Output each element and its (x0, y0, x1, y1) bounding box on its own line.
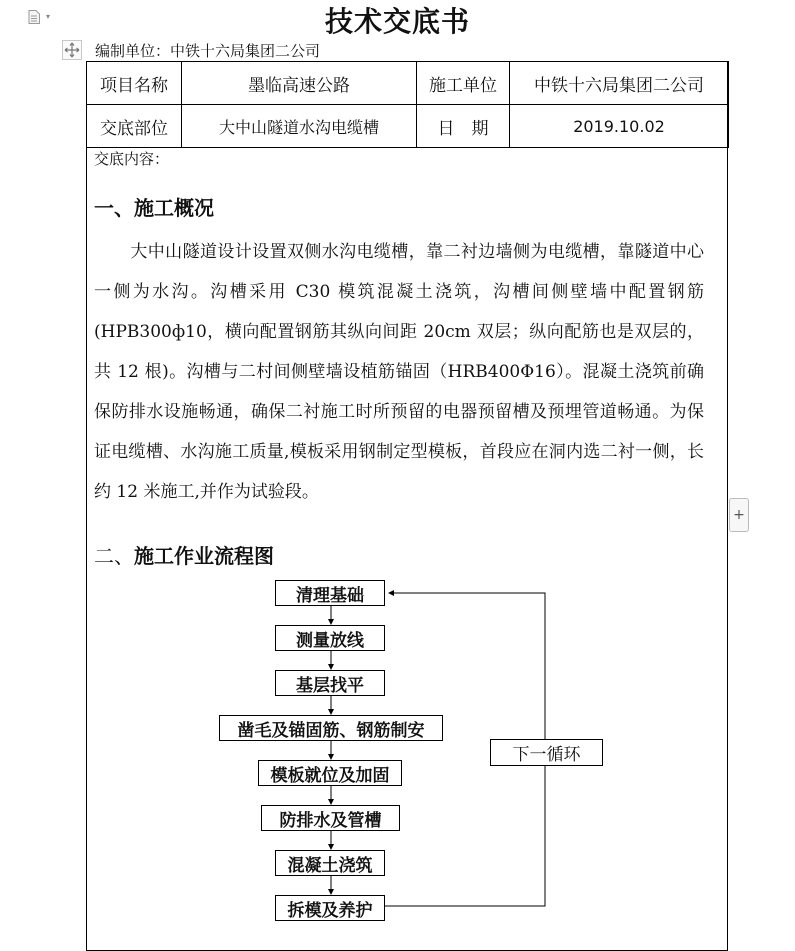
project-name-value[interactable]: 墨临高速公路 (182, 62, 417, 105)
section-heading-overview: 一、施工概况 (94, 196, 214, 220)
plus-icon[interactable]: + (729, 498, 749, 532)
flow-step-8: 拆模及养护 (275, 895, 385, 921)
next-cycle-box: 下一循环 (490, 739, 603, 766)
section-number: 二、 (94, 544, 134, 568)
date-value[interactable]: 2019.10.02 (510, 105, 729, 148)
flow-step-2: 测量放线 (275, 625, 385, 651)
flow-step-6: 防排水及管槽 (261, 805, 400, 831)
date-label: 日 期 (417, 105, 510, 148)
content-label: 交底内容： (94, 150, 170, 168)
flow-step-3: 基层找平 (275, 670, 385, 696)
compiler-unit: 编制单位：中铁十六局集团二公司 (95, 42, 321, 60)
construction-unit-label: 施工单位 (417, 62, 510, 105)
page-title: 技术交底书 (324, 5, 470, 38)
flow-step-7: 混凝土浇筑 (275, 850, 385, 876)
disclosure-part-label: 交底部位 (87, 105, 182, 148)
construction-unit-value[interactable]: 中铁十六局集团二公司 (510, 62, 729, 105)
flow-step-5: 模板就位及加固 (258, 760, 402, 786)
disclosure-part-value[interactable]: 大中山隧道水沟电缆槽 (182, 105, 417, 148)
section-title: 施工作业流程图 (134, 544, 274, 568)
project-name-label: 项目名称 (87, 62, 182, 105)
flow-step-4: 凿毛及锚固筋、钢筋制安 (219, 715, 443, 741)
flow-step-1: 清理基础 (275, 580, 385, 606)
chevron-down-icon[interactable]: ▾ (46, 12, 51, 21)
overview-text: 大中山隧道设计设置双侧水沟电缆槽，靠二衬边墙侧为电缆槽，靠隧道中心一侧为水沟。沟槽采用 C30 模筑混凝土浇筑，沟槽间侧壁墙中配置钢筋(HPB300ф10，横向配置钢筋其纵向间距 20cm 双层；纵向配筋也是双层的，共 12 根)。沟槽与二村间侧壁墙设植筋锚固（HRB400Φ16）。混凝土浇筑前确保防排水设施畅通，确保二衬施工时所预留的电器预留槽及预埋管道畅通。为保证电缆槽、水沟施工质量,模板采用钢制定型模板，首段应在洞内选二衬一侧，长约 12 米施工,并作为试验段。 (94, 242, 704, 502)
